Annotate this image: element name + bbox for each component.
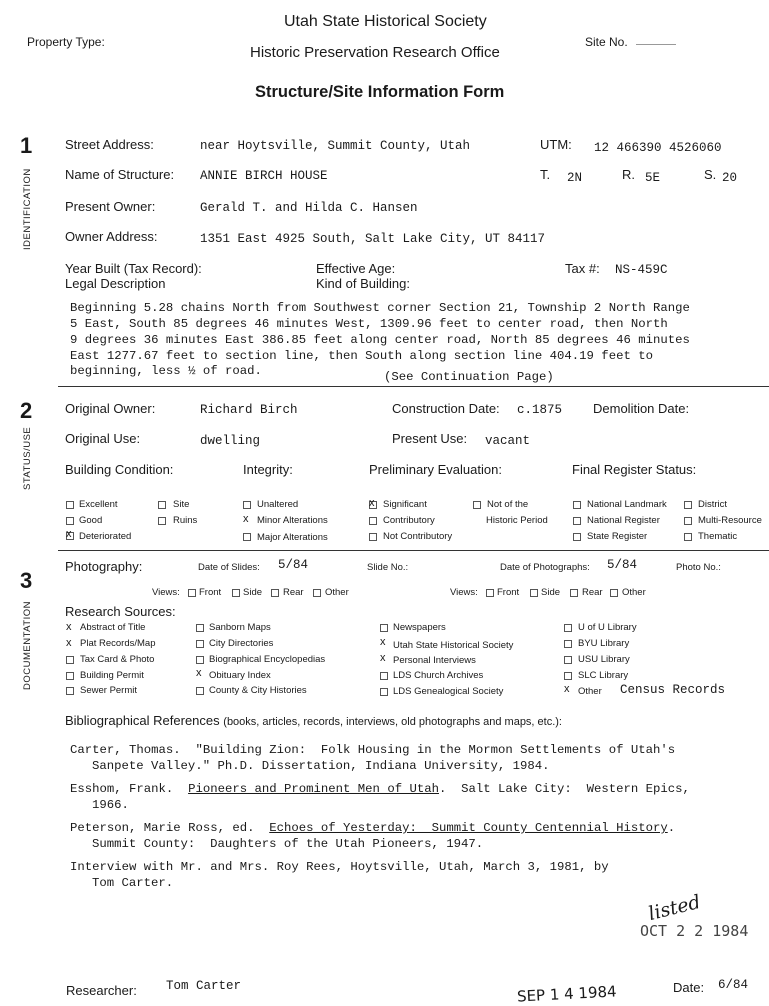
u-of-u-label: U of U Library — [578, 622, 637, 633]
national-landmark-label: National Landmark — [587, 499, 667, 510]
slide-views-label: Views: — [152, 587, 180, 598]
date-label: Date: — [673, 980, 705, 995]
photo-side-checkbox[interactable] — [530, 589, 538, 597]
date-of-slides-label: Date of Slides: — [198, 562, 260, 573]
effective-age-label: Effective Age: — [316, 261, 396, 276]
legal-description-line: East 1277.67 feet to section line, then South along section line 404.19 feet to — [70, 349, 653, 363]
tax-number-value: NS-459C — [615, 263, 668, 277]
slc-checkbox[interactable] — [564, 672, 572, 680]
present-use-label: Present Use: — [392, 431, 468, 446]
not-historic-period-checkbox[interactable] — [473, 501, 481, 509]
section-divider — [58, 550, 769, 551]
other-source-label: Other — [578, 686, 602, 697]
slide-other-label: Other — [325, 587, 349, 598]
researcher-label: Researcher: — [66, 983, 137, 998]
owner-address-label: Owner Address: — [65, 229, 158, 244]
structure-name-label: Name of Structure: — [65, 167, 175, 182]
ruins-checkbox[interactable] — [158, 517, 166, 525]
legal-description-line: Beginning 5.28 chains North from Southwest corner Section 21, Township 2 North Range — [70, 301, 690, 315]
biblio-heading: Bibliographical References — [65, 713, 220, 728]
slide-side-label: Side — [243, 587, 263, 598]
structure-name-value: ANNIE BIRCH HOUSE — [200, 169, 328, 183]
legal-description-line: 5 East, South 85 degrees 46 minutes West, 1309.96 feet to center road, then North — [70, 317, 668, 331]
reference-line: Sanpete Valley." Ph.D. Dissertation, Indiana University, 1984. — [92, 759, 550, 773]
usu-label: USU Library — [578, 654, 630, 665]
researcher-value: Tom Carter — [166, 979, 242, 993]
state-register-checkbox[interactable] — [573, 533, 581, 541]
contributory-label: Contributory — [383, 515, 435, 526]
lds-genealogical-checkbox[interactable] — [380, 688, 388, 696]
township-value: 2N — [567, 171, 583, 185]
district-checkbox[interactable] — [684, 501, 692, 509]
biblio-note: (books, articles, records, interviews, old photographs and maps, etc.): — [223, 716, 562, 728]
owner-address-value: 1351 East 4925 South, Salt Lake City, UT 84117 — [200, 232, 546, 246]
section-label: S. — [704, 167, 717, 182]
check-mark: x — [196, 667, 202, 679]
photo-front-label: Front — [497, 587, 520, 598]
plat-records-label: Plat Records/Map — [80, 638, 156, 649]
significant-label: Significant — [383, 499, 427, 510]
check-mark: x — [564, 683, 570, 695]
site-no-line — [636, 44, 676, 45]
building-permit-label: Building Permit — [80, 670, 144, 681]
site-checkbox[interactable] — [158, 501, 166, 509]
reference-line: Summit County: Daughters of the Utah Pioneers, 1947. — [92, 837, 484, 851]
received-date-stamp: SEP 1 4 1984 — [516, 982, 618, 1006]
newspapers-label: Newspapers — [393, 622, 446, 633]
photo-front-checkbox[interactable] — [486, 589, 494, 597]
ref-title: Echoes of Yesterday: Summit County Centennial History — [269, 821, 668, 835]
legal-description-label: Legal Description — [65, 276, 166, 291]
check-mark: x — [380, 652, 386, 664]
org-name: Utah State Historical Society — [284, 13, 487, 30]
biographical-checkbox[interactable] — [196, 656, 204, 664]
present-owner-label: Present Owner: — [65, 199, 156, 214]
listed-date-stamp: OCT 2 2 1984 — [640, 922, 749, 940]
bibliographical-references-label — [65, 713, 562, 728]
building-permit-checkbox[interactable] — [66, 672, 74, 680]
historic-period-label: Historic Period — [486, 515, 548, 526]
check-mark: x — [66, 528, 72, 540]
ref-text: Esshom, Frank. — [70, 782, 189, 796]
office-name: Historic Preservation Research Office — [250, 44, 500, 61]
unaltered-label: Unaltered — [257, 499, 299, 510]
obituary-label: Obituary Index — [209, 670, 271, 681]
personal-interviews-label: Personal Interviews — [393, 655, 476, 666]
ref-title: Pioneers and Prominent Men of Utah — [188, 782, 439, 796]
site-label: Site — [173, 499, 190, 510]
sanborn-checkbox[interactable] — [196, 624, 204, 632]
section-1-number: 1 — [20, 133, 33, 158]
district-label: District — [698, 499, 728, 510]
year-built-label: Year Built (Tax Record): — [65, 261, 202, 276]
original-use-value: dwelling — [200, 434, 261, 448]
listed-signature: listed — [646, 890, 703, 926]
not-of-the-label: Not of the — [487, 499, 529, 510]
demolition-date-label: Demolition Date: — [593, 401, 690, 416]
check-mark: x — [380, 636, 386, 648]
reference-line — [70, 860, 609, 876]
photo-side-label: Side — [541, 587, 561, 598]
minor-alterations-label: Minor Alterations — [257, 515, 328, 526]
reference-line — [70, 782, 690, 798]
state-register-label: State Register — [587, 531, 648, 542]
city-directories-checkbox[interactable] — [196, 640, 204, 648]
section-2-tag: STATUS/USE — [22, 426, 33, 490]
thematic-checkbox[interactable] — [684, 533, 692, 541]
range-value: 5E — [645, 171, 661, 185]
slide-rear-label: Rear — [283, 587, 304, 598]
other-source-value: Census Records — [620, 683, 726, 697]
range-label: R. — [622, 167, 635, 182]
photo-no-label: Photo No.: — [676, 562, 721, 573]
ref-text: Peterson, Marie Ross, ed. — [70, 821, 270, 835]
check-mark: x — [243, 513, 249, 525]
sewer-permit-checkbox[interactable] — [66, 687, 74, 695]
national-register-checkbox[interactable] — [573, 517, 581, 525]
section-1-tag: IDENTIFICATION — [22, 168, 33, 250]
good-checkbox[interactable] — [66, 517, 74, 525]
lds-church-label: LDS Church Archives — [393, 670, 484, 681]
reference-line — [70, 821, 675, 837]
reference-line — [70, 743, 675, 759]
tax-card-label: Tax Card & Photo — [80, 654, 155, 665]
ref-text: Carter, Thomas. "Building Zion: Folk Housing in the Mormon Settlements of Utah's — [70, 743, 676, 757]
major-alterations-label: Major Alterations — [257, 532, 328, 543]
ref-text: . — [667, 821, 676, 835]
section-3-tag: DOCUMENTATION — [22, 600, 33, 690]
original-use-label: Original Use: — [65, 431, 141, 446]
photo-other-checkbox[interactable] — [610, 589, 618, 597]
construction-date-label: Construction Date: — [392, 401, 500, 416]
utm-value: 12 466390 4526060 — [594, 141, 722, 155]
present-use-value: vacant — [485, 434, 531, 448]
multi-resource-checkbox[interactable] — [684, 517, 692, 525]
usu-checkbox[interactable] — [564, 656, 572, 664]
photo-rear-label: Rear — [582, 587, 603, 598]
township-label: T. — [540, 167, 551, 182]
major-alterations-checkbox[interactable] — [243, 533, 251, 541]
tax-number-label: Tax #: — [565, 261, 600, 276]
date-of-photographs-value: 5/84 — [607, 558, 638, 572]
newspapers-checkbox[interactable] — [380, 624, 388, 632]
lds-genealogical-label: LDS Genealogical Society — [393, 686, 504, 697]
excellent-checkbox[interactable] — [66, 501, 74, 509]
byu-checkbox[interactable] — [564, 640, 572, 648]
property-type-label: Property Type: — [27, 35, 105, 49]
not-contributory-checkbox[interactable] — [369, 533, 377, 541]
section-3-number: 3 — [20, 568, 33, 593]
date-of-slides-value: 5/84 — [278, 558, 309, 572]
byu-label: BYU Library — [578, 638, 630, 649]
original-owner-label: Original Owner: — [65, 401, 156, 416]
section-2-number: 2 — [20, 398, 33, 423]
legal-description-line: beginning, less ½ of road. — [70, 364, 262, 378]
section-divider — [58, 386, 769, 387]
slc-label: SLC Library — [578, 670, 629, 681]
date-of-photographs-label: Date of Photographs: — [500, 562, 590, 573]
construction-date-value: c.1875 — [517, 403, 563, 417]
thematic-label: Thematic — [698, 531, 738, 542]
slide-side-checkbox[interactable] — [232, 589, 240, 597]
lds-church-checkbox[interactable] — [380, 672, 388, 680]
biographical-label: Biographical Encyclopedias — [209, 654, 326, 665]
reference-line: Tom Carter. — [92, 876, 174, 890]
sewer-permit-label: Sewer Permit — [80, 685, 138, 696]
slide-no-label: Slide No.: — [367, 562, 409, 573]
slide-front-checkbox[interactable] — [188, 589, 196, 597]
check-mark: x — [369, 497, 375, 509]
unaltered-checkbox[interactable] — [243, 501, 251, 509]
integrity-label: Integrity: — [243, 462, 293, 477]
u-of-u-checkbox[interactable] — [564, 624, 572, 632]
photo-other-label: Other — [622, 587, 646, 598]
continuation-note: (See Continuation Page) — [384, 370, 554, 384]
photography-label: Photography: — [65, 559, 143, 574]
utm-label: UTM: — [540, 137, 572, 152]
county-city-checkbox[interactable] — [196, 687, 204, 695]
ref-text: . Salt Lake City: Western Epics, — [438, 782, 690, 796]
excellent-label: Excellent — [79, 499, 118, 510]
site-no-label: Site No. — [585, 35, 628, 49]
building-condition-label: Building Condition: — [65, 462, 174, 477]
original-owner-value: Richard Birch — [200, 403, 298, 417]
slide-other-checkbox[interactable] — [313, 589, 321, 597]
sanborn-label: Sanborn Maps — [209, 622, 271, 633]
not-contributory-label: Not Contributory — [383, 531, 453, 542]
ushs-library-label: Utah State Historical Society — [393, 640, 514, 651]
national-register-label: National Register — [587, 515, 660, 526]
contributory-checkbox[interactable] — [369, 517, 377, 525]
photo-rear-checkbox[interactable] — [570, 589, 578, 597]
abstract-of-title-label: Abstract of Title — [80, 622, 146, 633]
check-mark: x — [66, 621, 72, 633]
kind-of-building-label: Kind of Building: — [316, 276, 410, 291]
preliminary-evaluation-label: Preliminary Evaluation: — [369, 462, 502, 477]
photo-views-label: Views: — [450, 587, 478, 598]
reference-line: 1966. — [92, 798, 129, 812]
deteriorated-label: Deteriorated — [79, 531, 132, 542]
good-label: Good — [79, 515, 103, 526]
research-sources-label: Research Sources: — [65, 604, 176, 619]
tax-card-checkbox[interactable] — [66, 656, 74, 664]
street-label: Street Address: — [65, 137, 154, 152]
national-landmark-checkbox[interactable] — [573, 501, 581, 509]
ruins-label: Ruins — [173, 515, 198, 526]
ref-text: Interview with Mr. and Mrs. Roy Rees, Hoytsville, Utah, March 3, 1981, by — [70, 860, 609, 874]
present-owner-value: Gerald T. and Hilda C. Hansen — [200, 201, 418, 215]
slide-front-label: Front — [199, 587, 222, 598]
county-city-label: County & City Histories — [209, 685, 307, 696]
final-register-label: Final Register Status: — [572, 462, 697, 477]
city-directories-label: City Directories — [209, 638, 274, 649]
multi-resource-label: Multi-Resource — [698, 515, 762, 526]
section-value: 20 — [722, 171, 738, 185]
slide-rear-checkbox[interactable] — [271, 589, 279, 597]
form-title: Structure/Site Information Form — [255, 83, 505, 101]
date-value: 6/84 — [718, 978, 749, 992]
check-mark: x — [66, 637, 72, 649]
street-value: near Hoytsville, Summit County, Utah — [200, 139, 471, 153]
legal-description-line: 9 degrees 36 minutes East 386.85 feet along center road, North 85 degrees 46 minutes — [70, 333, 690, 347]
